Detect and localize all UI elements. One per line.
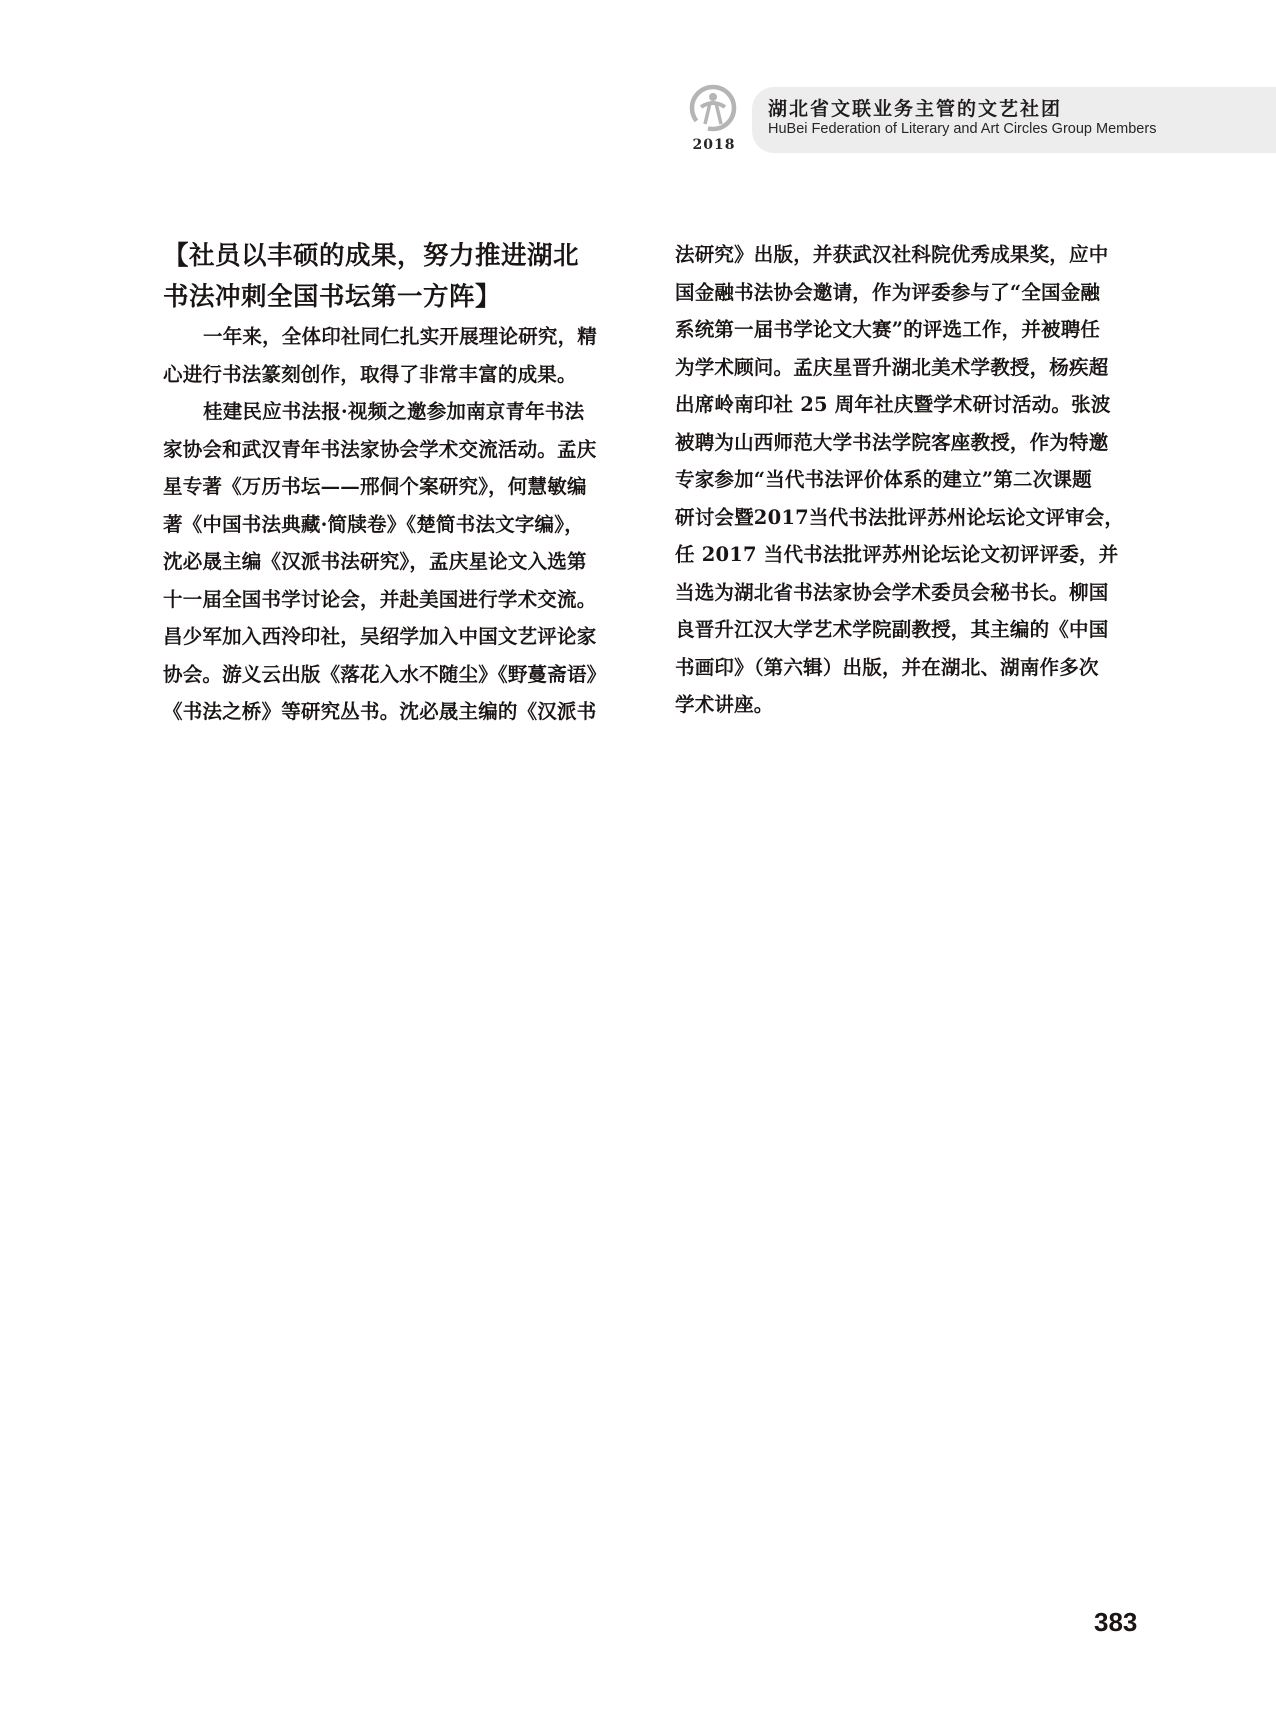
paragraph-line: 法研究》出版，并获武汉社科院优秀成果奖，应中 <box>675 243 1109 266</box>
paragraph-line: 《书法之桥》等研究丛书。沈必晟主编的《汉派书 <box>163 700 597 723</box>
paragraph-line: 协会。游义云出版《落花入水不随尘》《野蔓斋语》 <box>163 662 607 686</box>
paragraph-line: 沈必晟主编《汉派书法研究》，孟庆星论文入选第 <box>163 550 587 573</box>
paragraph-line: 研讨会暨2017当代书法批评苏州论坛论文评审会， <box>675 505 1125 529</box>
article-body-left <box>163 318 633 731</box>
paragraph-line: 学术讲座。 <box>675 693 774 716</box>
section-title-line: 【社员以丰硕的成果，努力推进湖北 <box>163 241 580 271</box>
paragraph-line: 心进行书法篆刻创作，取得了非常丰富的成果。 <box>163 362 577 386</box>
left-column <box>163 236 633 731</box>
paragraph-line: 被聘为山西师范大学书法学院客座教授，作为特邀 <box>675 430 1109 454</box>
paragraph-line: 当选为湖北省书法家协会学术委员会秘书长。柳国 <box>675 580 1109 604</box>
paragraph-line: 一年来，全体印社同仁扎实开展理论研究，精 <box>203 325 598 348</box>
paragraph-line: 昌少军加入西泠印社，吴绍学加入中国文艺评论家 <box>163 625 597 648</box>
logo-year: 2018 <box>692 137 736 153</box>
paragraph-line: 桂建民应书法报·视频之邀参加南京青年书法 <box>203 400 585 423</box>
paragraph-line: 国金融书法协会邀请，作为评委参与了“全国金融 <box>675 280 1101 304</box>
paragraph-line: 任 2017 当代书法批评苏州论坛论文初评评委，并 <box>675 543 1119 566</box>
hubei-federation-emblem-icon <box>688 83 738 133</box>
paragraph-line: 系统第一届书学论文大赛”的评选工作，并被聘任 <box>675 318 1101 341</box>
header-subtitle: HuBei Federation of Literary and Art Circles Group Members <box>768 121 1157 137</box>
paragraph-line: 良晋升江汉大学艺术学院副教授，其主编的《中国 <box>675 618 1109 641</box>
paragraph-line: 书画印》（第六辑）出版，并在湖北、湖南作多次 <box>675 655 1099 679</box>
header-title: 湖北省文联业务主管的文艺社团 <box>768 98 1063 120</box>
paragraph-line: 专家参加“当代书法评价体系的建立”第二次课题 <box>675 468 1092 491</box>
paragraph-line: 出席岭南印社 25 周年社庆暨学术研讨活动。张波 <box>675 393 1111 416</box>
section-title <box>163 236 633 318</box>
paragraph-line: 星专著《万历书坛——邢侗个案研究》，何慧敏编 <box>163 475 587 498</box>
page-number: 383 <box>1094 1607 1138 1637</box>
article-body-right <box>675 236 1145 724</box>
paragraph-line: 为学术顾问。孟庆星晋升湖北美术学教授，杨疾超 <box>675 355 1109 379</box>
paragraph-line: 著《中国书法典藏·简牍卷》《楚简书法文字编》， <box>163 512 584 536</box>
right-column <box>675 236 1145 724</box>
paragraph-line: 家协会和武汉青年书法家协会学术交流活动。孟庆 <box>163 437 597 461</box>
paragraph-line: 十一届全国书学讨论会，并赴美国进行学术交流。 <box>163 587 597 611</box>
section-title-line: 书法冲刺全国书坛第一方阵】 <box>163 282 502 312</box>
